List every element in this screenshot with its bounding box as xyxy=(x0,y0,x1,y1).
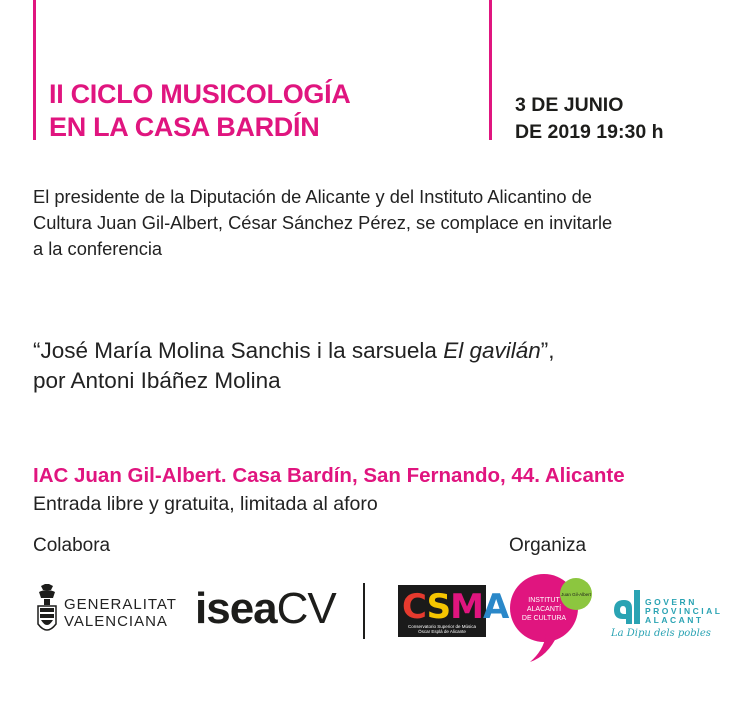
conference-title-prefix: “José María Molina Sanchis i la sarsuela xyxy=(33,338,444,363)
colabora-label: Colabora xyxy=(33,535,111,556)
csma-letter-m: M xyxy=(450,587,483,627)
conference-work-title: El gavilán xyxy=(443,338,541,363)
csma-letters xyxy=(402,587,508,627)
dipu-line3: ALACANT xyxy=(645,615,704,625)
dipu-slogan: La Dipu dels pobles xyxy=(611,628,711,639)
csma-subtitle: Conservatorio Superior de Música Óscar Esplá de Alicante xyxy=(407,624,477,634)
csma-letter-a: A xyxy=(482,587,509,627)
conference-speaker: por Antoni Ibáñez Molina xyxy=(33,368,281,393)
generalitat-line2: VALENCIANA xyxy=(64,613,168,630)
csma-logo xyxy=(398,585,509,637)
invitation-line1: El presidente de la Diputación de Alicante y del Instituto Alicantino de xyxy=(33,186,592,207)
dipu-line1: GOVERN xyxy=(645,597,697,607)
right-accent-line xyxy=(489,0,492,140)
dipu-al-icon xyxy=(610,588,642,628)
iac-line3: DE CULTURA xyxy=(521,615,567,622)
event-date-line1: 3 DE JUNIO xyxy=(515,94,624,116)
organiza-label: Organiza xyxy=(509,535,587,556)
generalitat-line1: GENERALITAT xyxy=(64,596,177,613)
iseacv-logo xyxy=(195,584,336,634)
iac-line1: INSTITUT xyxy=(528,597,560,604)
iseacv-bold: isea xyxy=(195,584,277,633)
iseacv-light: CV xyxy=(276,584,336,633)
generalitat-name xyxy=(64,596,177,630)
event-title xyxy=(49,78,351,144)
csma-letter-c: C xyxy=(402,587,427,627)
invitation-line2: Cultura Juan Gil-Albert, César Sánchez Pérez, se complace en invitarle xyxy=(33,212,613,233)
iac-logo xyxy=(508,564,592,664)
event-title-line1: II CICLO MUSICOLOGÍA xyxy=(49,79,351,109)
dipu-line2: PROVINCIAL xyxy=(645,606,723,616)
generalitat-crest-icon xyxy=(35,584,59,642)
dipu-name xyxy=(645,598,722,625)
logo-divider xyxy=(363,583,365,639)
conference-title-suffix: ”, xyxy=(540,338,555,363)
venue-address: IAC Juan Gil-Albert. Casa Bardín, San Fernando, 44. Alicante xyxy=(33,464,625,487)
invitation-line3: a la conferencia xyxy=(33,238,163,259)
invitation-text xyxy=(33,184,713,262)
iac-line2: ALACANTÍ xyxy=(526,606,562,613)
access-note: Entrada libre y gratuita, limitada al aforo xyxy=(33,493,378,515)
iac-badge: Juan Gil-Albert xyxy=(561,592,591,597)
csma-letter-s: S xyxy=(426,587,451,627)
conference-title xyxy=(33,336,555,396)
event-date-line2: DE 2019 19:30 h xyxy=(515,121,664,143)
event-date xyxy=(515,92,664,146)
event-title-line2: EN LA CASA BARDÍN xyxy=(49,112,320,142)
left-accent-line xyxy=(33,0,36,140)
